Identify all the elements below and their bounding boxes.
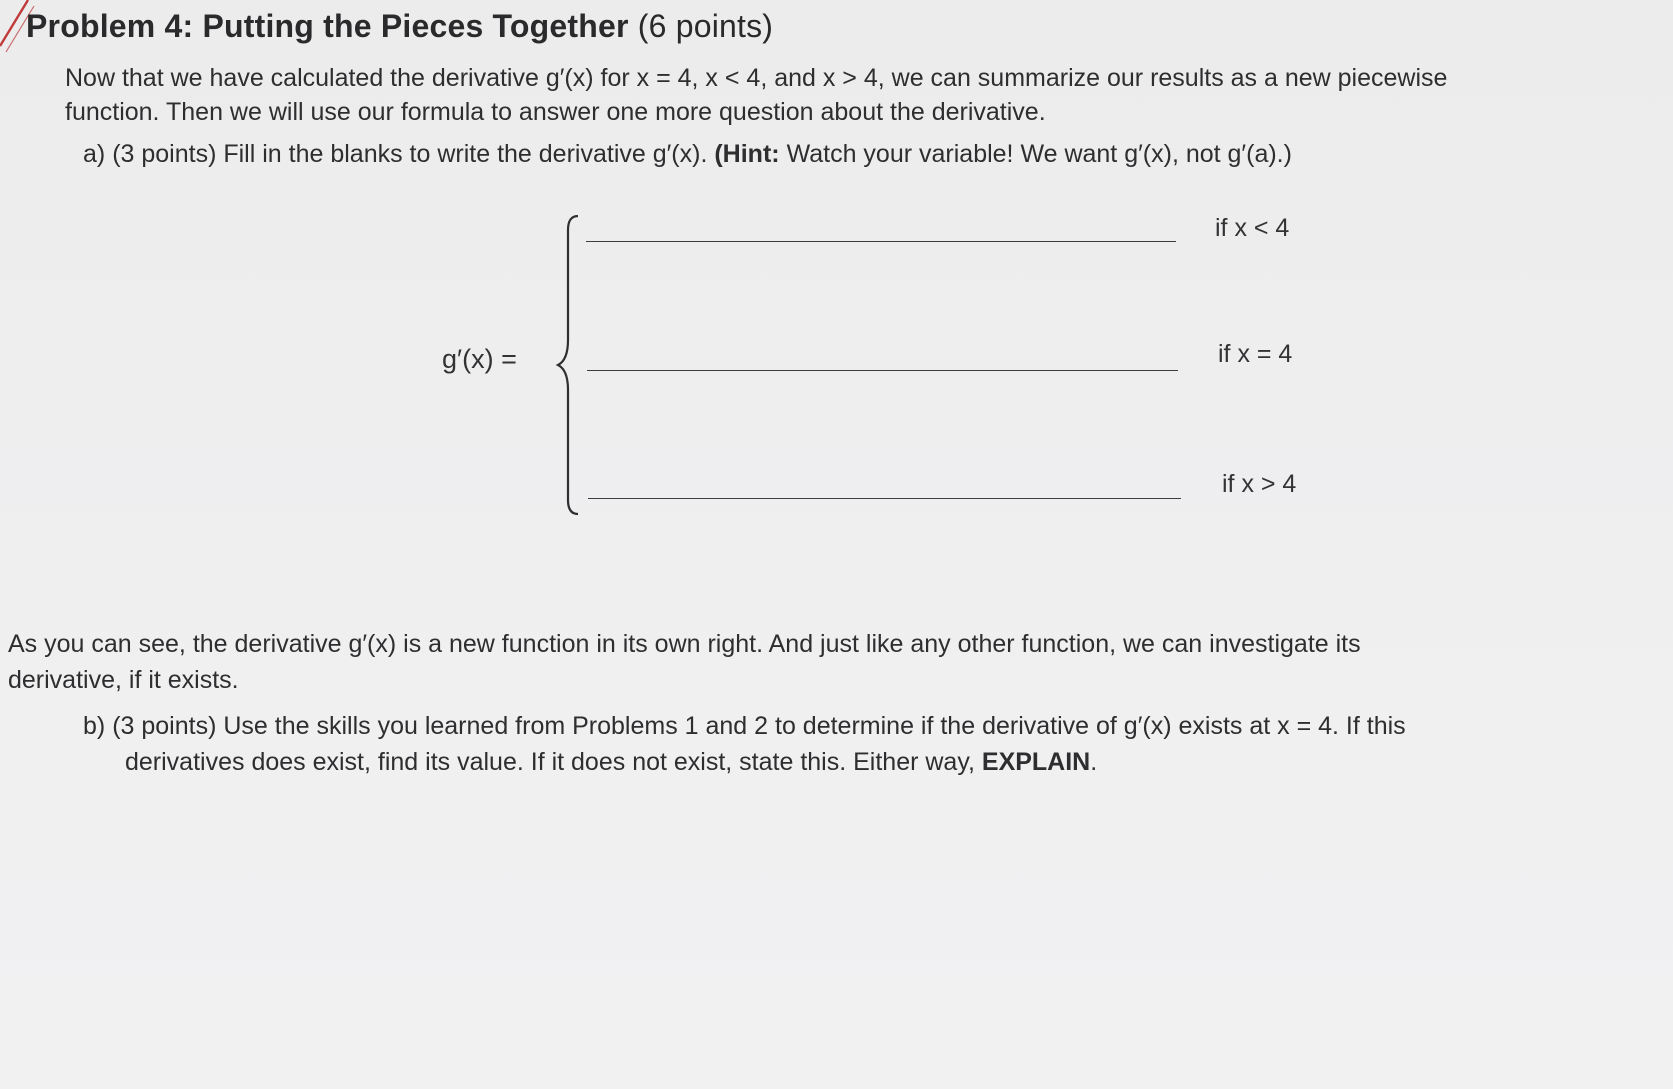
piecewise-lhs: g′(x) = — [442, 344, 517, 374]
intro-line-2: function. Then we will use our formula to answer one more question about the derivative. — [65, 98, 1046, 126]
transition-line-2: derivative, if it exists. — [8, 666, 239, 694]
part-b-prompt-line-2 — [125, 744, 1097, 780]
part-b-text-1: Use the skills you learned from Problems 1 and 2 to determine if the derivative of g′(x) exists at x = 4. If this — [223, 712, 1406, 740]
part-b-prompt-line-1 — [83, 708, 1406, 744]
part-b-text-2: derivatives does exist, find its value. If it does not exist, state this. Either way, — [125, 748, 975, 776]
intro-line-1: Now that we have calculated the derivative g′(x) for x = 4, x < 4, and x > 4, we can summarize our results as a new piecewise — [65, 64, 1448, 92]
part-b-emphasis: EXPLAIN — [981, 748, 1091, 776]
part-a-points: (3 points) — [112, 140, 217, 168]
transition-line-1: As you can see, the derivative g′(x) is a new function in its own right. And just like any other function, we can investigate its — [8, 630, 1361, 658]
condition-x-greater-4: if x > 4 — [1222, 470, 1297, 498]
part-a-hint-label: (Hint: — [714, 140, 780, 168]
part-a-prompt — [83, 136, 1292, 172]
part-a-text: Fill in the blanks to write the derivative g′(x). — [223, 140, 708, 168]
part-b-end: . — [1090, 748, 1098, 776]
answer-blank-x-greater-4[interactable] — [588, 498, 1181, 499]
problem-title — [26, 8, 773, 45]
left-brace — [556, 212, 596, 518]
part-a-label: a) — [83, 140, 106, 168]
condition-x-less-4: if x < 4 — [1215, 214, 1290, 242]
condition-x-equals-4: if x = 4 — [1218, 340, 1293, 368]
answer-blank-x-less-4[interactable] — [586, 241, 1176, 242]
part-b-points: (3 points) — [112, 712, 217, 740]
answer-blank-x-equals-4[interactable] — [587, 370, 1178, 371]
part-a-hint-text: Watch your variable! We want g′(x), not g′(a).) — [786, 140, 1292, 168]
problem-heading: Problem 4: Putting the Pieces Together — [26, 8, 629, 44]
part-b-label: b) — [83, 712, 106, 740]
problem-points: (6 points) — [637, 8, 774, 44]
